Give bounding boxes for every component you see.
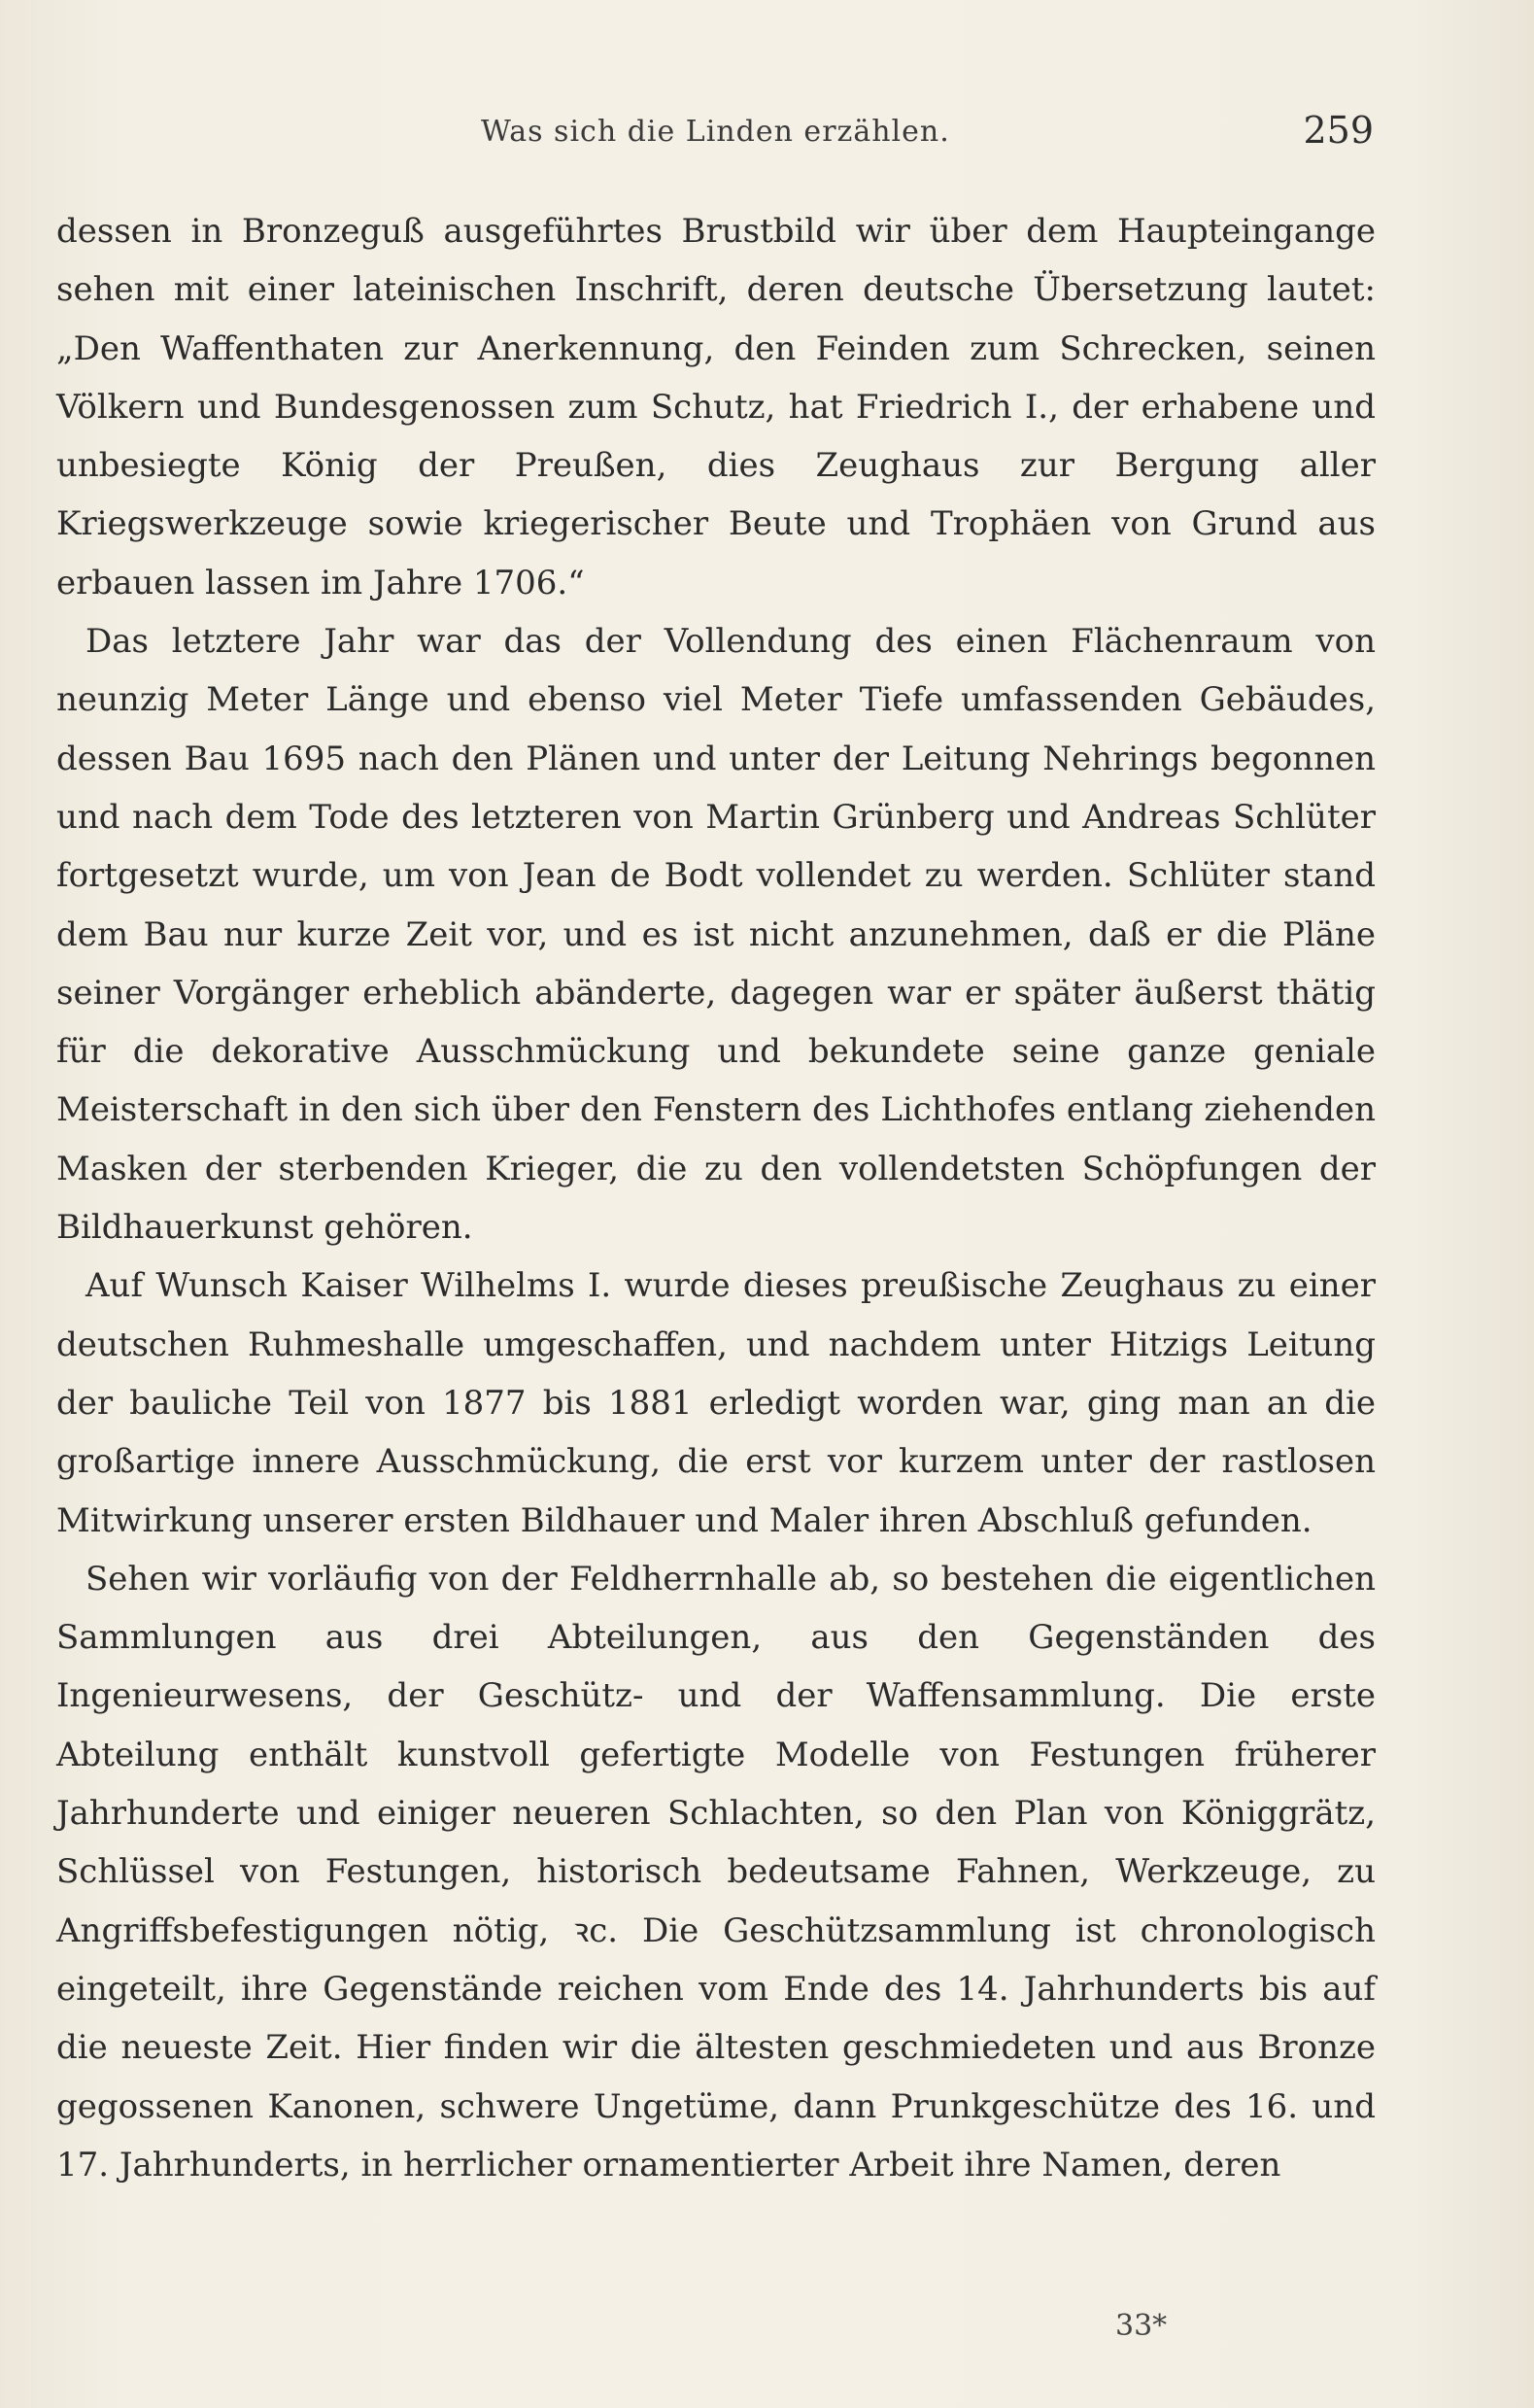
paragraph: dessen in Bronzeguß ausgeführtes Brustbild wir über dem Haupteingange sehen mit einer lateinischen Inschrift, deren deutsche Übersetzung lautet: „Den Waffenthaten zur Anerkennung, den Feinden zum Schrecken, seinen Völkern und Bundesgenossen zum Schutz, hat Friedrich I., der erhabene und unbesiegte König der Preußen, dies Zeughaus zur Bergung aller Kriegswerkzeuge sowie kriegerischer Beute und Trophäen von Grund aus erbauen lassen im Jahre 1706.“ [56,212,1376,602]
page-number: 259 [1303,109,1374,152]
running-title: Was sich die Linden erzählen. [481,115,950,149]
body-text [56,202,1376,2194]
paragraph: Das letztere Jahr war das der Vollendung des einen Flächenraum von neunzig Meter Länge und ebenso viel Meter Tiefe umfassenden Gebäudes, dessen Bau 1695 nach den Plänen und unter der Leitung Nehrings begonnen und nach dem Tode des letzteren von Martin Grünberg und Andreas Schlüter fortgesetzt wurde, um von Jean de Bodt vollendet zu werden. Schlüter stand dem Bau nur kurze Zeit vor, und es ist nicht anzunehmen, daß er die Pläne seiner Vorgänger erheblich abänderte, dagegen war er später äußerst thätig für die dekorative Ausschmückung und bekundete seine ganze geniale Meisterschaft in den sich über den Fenstern des Lichthofes entlang ziehenden Masken der sterbenden Krieger, die zu den vollendetsten Schöpfungen der Bildhauerkunst gehören. [56,622,1376,1248]
paragraph: Auf Wunsch Kaiser Wilhelms I. wurde dieses preußische Zeughaus zu einer deutschen Ruhmeshalle umgeschaffen, und nachdem unter Hitzigs Leitung der bauliche Teil von 1877 bis 1881 erledigt worden war, ging man an die großartige innere Ausschmückung, die erst vor kurzem unter der rastlosen Mitwirkung unserer ersten Bildhauer und Maler ihren Abschluß gefunden. [56,1266,1376,1540]
signature-mark: 33* [1115,2309,1168,2343]
paragraph: Sehen wir vorläufig von der Feldherrnhalle ab, so bestehen die eigentlichen Sammlungen aus drei Abteilungen, aus den Gegenständen des Ingenieurwesens, der Geschütz- und der Waffensammlung. Die erste Abteilung enthält kunstvoll gefertigte Modelle von Festungen früherer Jahrhunderte und einiger neueren Schlachten, so den Plan von Königgrätz, Schlüssel von Festungen, historisch bedeutsame Fahnen, Werkzeuge, zu Angriffsbefestigungen nötig, ꝛc. Die Geschützsammlung ist chronologisch eingeteilt, ihre Gegenstände reichen vom Ende des 14. Jahrhunderts bis auf die neueste Zeit. Hier finden wir die ältesten geschmiedeten und aus Bronze gegossenen Kanonen, schwere Ungetüme, dann Prunkgeschütze des 16. und 17. Jahrhunderts, in herrlicher ornamentierter Arbeit ihre Namen, deren [56,1559,1376,2184]
